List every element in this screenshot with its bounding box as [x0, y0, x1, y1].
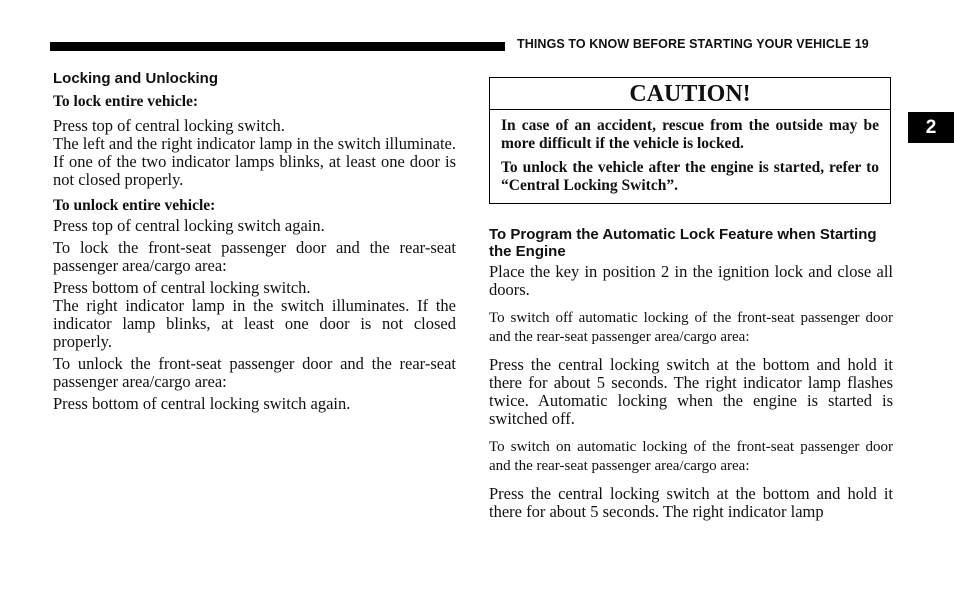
running-header: THINGS TO KNOW BEFORE STARTING YOUR VEHICLE 19 — [517, 37, 869, 51]
header-rule — [50, 42, 505, 51]
caution-title: CAUTION! — [490, 78, 890, 110]
caution-text: To unlock the vehicle after the engine is started, refer to “Central Locking Switch”. — [501, 159, 879, 194]
subheading-lock: To lock entire vehicle: — [53, 93, 199, 110]
paragraph: Press top of central locking switch again. — [53, 216, 325, 235]
paragraph: Press the central locking switch at the bottom and hold it there for about 5 seconds. The right indicator lamp — [489, 484, 893, 521]
subheading-unlock: To unlock entire vehicle: — [53, 197, 216, 214]
paragraph: The right indicator lamp in the switch illuminates. If the indicator lamp blinks, at least one door is not closed properly. — [53, 296, 456, 351]
paragraph: Press top of central locking switch. — [53, 116, 285, 135]
paragraph: Press the central locking switch at the bottom and hold it there for about 5 seconds. The right indicator lamp flashes twice. Automatic locking when the engine is started is switched off. — [489, 355, 893, 428]
paragraph: To switch off automatic locking of the front-seat passenger door and the rear-seat passenger area/cargo area: — [489, 310, 893, 345]
caution-text: In case of an accident, rescue from the outside may be more difficult if the vehicle is locked. — [501, 117, 879, 152]
paragraph: To switch on automatic locking of the front-seat passenger door and the rear-seat passenger area/cargo area: — [489, 439, 893, 474]
caution-box — [489, 77, 891, 204]
section-heading: Locking and Unlocking — [53, 70, 219, 87]
paragraph: Press bottom of central locking switch again. — [53, 394, 351, 413]
left-column — [53, 70, 456, 413]
paragraph: To unlock the front-seat passenger door and the rear-seat passenger area/cargo area: — [53, 354, 456, 391]
chapter-tab: 2 — [908, 112, 954, 143]
section-heading: To Program the Automatic Lock Feature when Starting the Engine — [489, 226, 877, 260]
right-column — [489, 77, 893, 521]
paragraph: To lock the front-seat passenger door and the rear-seat passenger area/cargo area: — [53, 238, 456, 275]
paragraph: The left and the right indicator lamp in the switch illuminate. If one of the two indicator lamps blinks, at least one door is not closed properly. — [53, 134, 456, 189]
paragraph: Press bottom of central locking switch. — [53, 278, 311, 297]
paragraph: Place the key in position 2 in the ignition lock and close all doors. — [489, 262, 893, 299]
